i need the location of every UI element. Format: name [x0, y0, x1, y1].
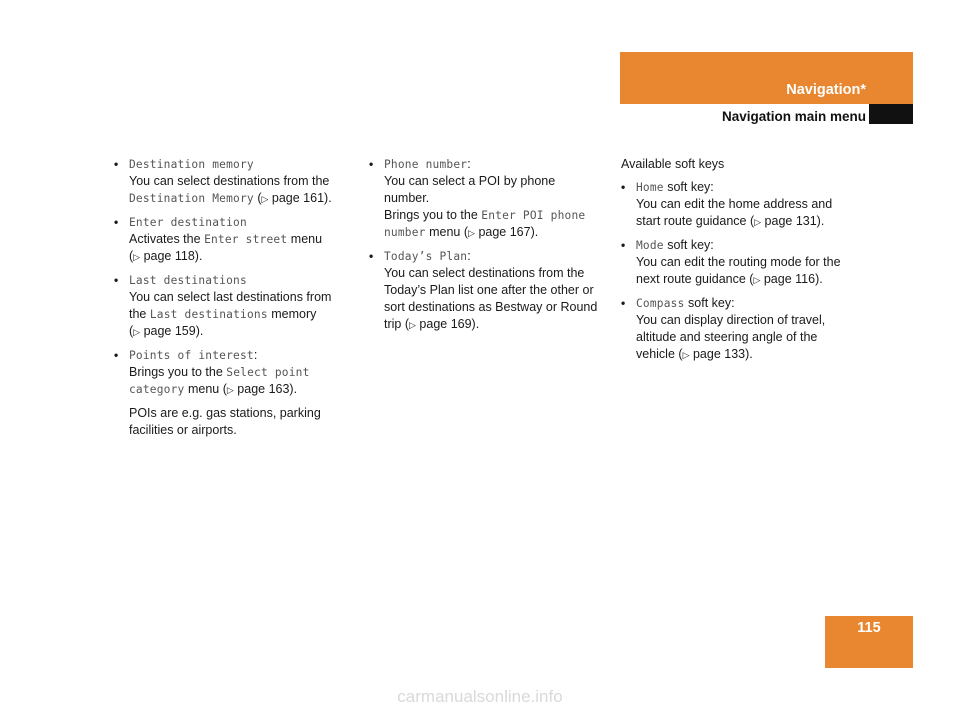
menu-key: Phone number — [384, 158, 468, 171]
list-item-todays-plan: • Today’s Plan: You can select destinations from the Today’s Plan list one after the other or sort destinations as Bestway or Round trip (▷ page 169). — [369, 249, 598, 331]
menu-key: Points of interest — [129, 349, 254, 362]
menu-key: Today’s Plan — [384, 250, 468, 263]
column-3 — [621, 156, 853, 370]
bullet-icon: • — [369, 157, 374, 171]
list-item-phone-number: • Phone number: You can select a POI by phone number. Brings you to the Enter POI phone number menu (▷ page 167). — [369, 157, 586, 239]
page-ref: page 133). — [692, 347, 753, 361]
page-ref: page 131). — [764, 214, 825, 228]
header-marker — [869, 104, 913, 124]
bullet-icon: • — [114, 348, 119, 362]
triangle-right-icon: ▷ — [409, 320, 416, 330]
triangle-right-icon: ▷ — [261, 194, 269, 204]
bullet-icon: • — [621, 296, 626, 310]
triangle-right-icon: ▷ — [753, 275, 761, 285]
menu-key: Last destinations — [129, 274, 247, 287]
page-ref: page 163). — [237, 382, 298, 396]
menu-key: Enter destination — [129, 216, 247, 229]
soft-keys-title: Available soft keys — [621, 157, 725, 171]
triangle-right-icon: ▷ — [468, 228, 475, 238]
page-ref: page 169). — [419, 317, 480, 331]
section-header — [620, 52, 913, 104]
bullet-icon: • — [621, 238, 626, 252]
page-ref: page 167). — [478, 225, 539, 239]
watermark: carmanualsonline.info — [397, 687, 563, 706]
menu-key: Destination memory — [129, 158, 254, 171]
list-item-points-of-interest: • Points of interest: Brings you to the Select point category menu (▷ page 163). — [114, 348, 310, 396]
subsection-title: Navigation main menu — [721, 109, 866, 124]
list-item-home-soft-key: • Home soft key: You can edit the home address and start route guidance (▷ page 131). — [621, 180, 833, 228]
poi-note: POIs are e.g. gas stations, parking facilities or airports. — [129, 406, 321, 437]
bullet-icon: • — [114, 157, 119, 171]
page-ref: page 118). — [143, 249, 203, 263]
bullet-icon: • — [369, 249, 374, 263]
page-ref: page 161). — [271, 191, 332, 205]
menu-key: Home — [636, 181, 664, 194]
triangle-right-icon: ▷ — [133, 327, 141, 337]
bullet-icon: • — [114, 215, 119, 229]
bullet-icon: • — [621, 180, 626, 194]
column-2 — [369, 156, 601, 340]
page-number: 115 — [825, 616, 913, 668]
page-ref: page 159). — [143, 324, 204, 338]
section-title: Navigation* — [786, 82, 866, 98]
page-ref: page 116). — [763, 272, 823, 286]
triangle-right-icon: ▷ — [754, 217, 762, 227]
list-item-mode-soft-key: • Mode soft key: You can edit the routing mode for the next route guidance (▷ page 116). — [621, 238, 841, 286]
menu-key: Compass — [636, 297, 685, 310]
triangle-right-icon: ▷ — [226, 385, 234, 395]
list-item-enter-destination: • Enter destination Activates the Enter street menu (▷ page 118). — [114, 215, 323, 263]
menu-key: Mode — [636, 239, 664, 252]
column-1 — [114, 156, 346, 445]
triangle-right-icon: ▷ — [682, 350, 690, 360]
triangle-right-icon: ▷ — [133, 252, 141, 262]
list-item-last-destinations: • Last destinations You can select last destinations from the Last destinations memory (▷ page 159). — [114, 273, 332, 338]
bullet-icon: • — [114, 273, 119, 287]
list-item-destination-memory: • Destination memory You can select destinations from the Destination Memory (▷ page 161). — [114, 157, 332, 205]
list-item-compass-soft-key: • Compass soft key: You can display direction of travel, altitude and steering angle of the vehicle (▷ page 133). — [621, 296, 826, 361]
